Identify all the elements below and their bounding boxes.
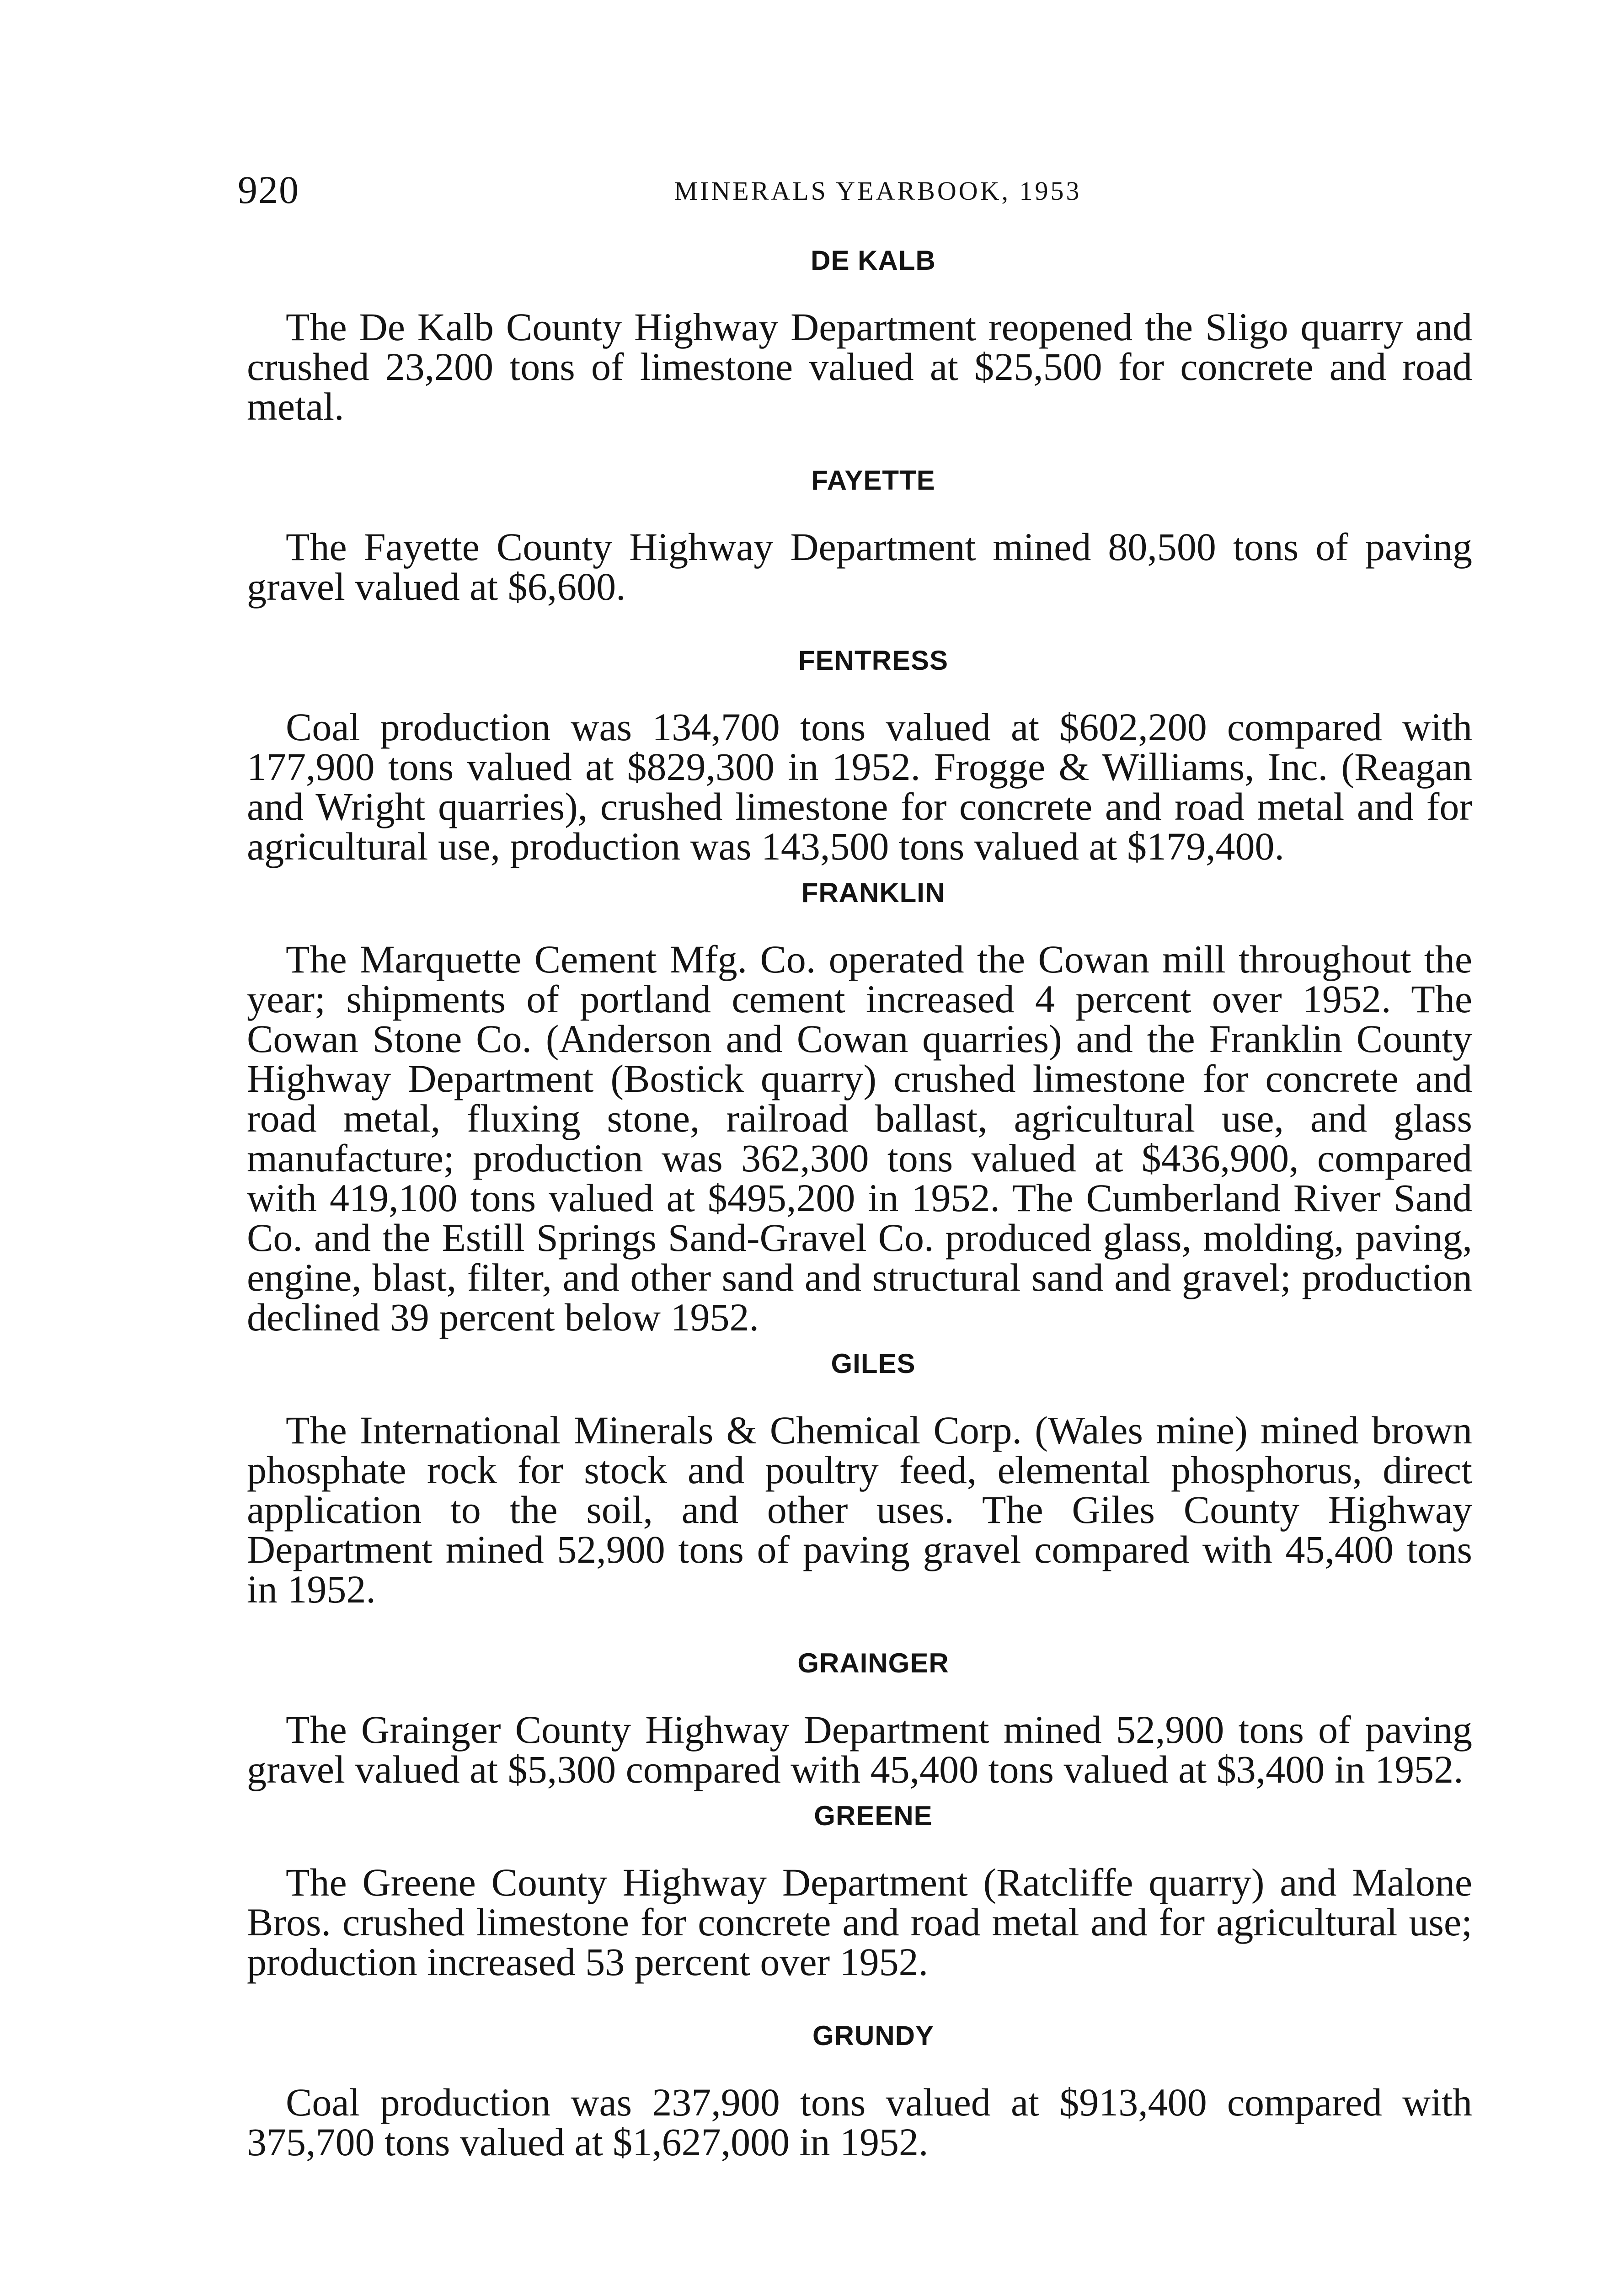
page-number: 920 <box>238 168 299 212</box>
section-paragraph: The International Minerals & Chemical Corp. (Wales mine) mined brown phosphate rock for stock and poultry feed, elemental phosphorus, direct application to the soil, and other uses. The Giles County Highway Department mined 52,900 tons of paving gravel compared with 45,400 tons in 1952. <box>247 1408 1472 1611</box>
section-grainger <box>247 1645 1472 1789</box>
section-heading: FRANKLIN <box>801 877 946 908</box>
section-fentress <box>247 642 1472 866</box>
section-heading: GILES <box>831 1348 916 1379</box>
section-grundy <box>247 2018 1472 2162</box>
section-paragraph: Coal production was 237,900 tons valued at $913,400 compared with 375,700 tons valued at $1,627,000 in 1952. <box>247 2080 1472 2164</box>
section-heading: FAYETTE <box>811 465 935 496</box>
document-body <box>247 242 1472 2162</box>
running-title: MINERALS YEARBOOK, 1953 <box>674 176 1082 206</box>
section-heading: GRUNDY <box>812 2020 934 2051</box>
section-greene <box>247 1798 1472 1982</box>
section-fayette <box>247 462 1472 607</box>
section-heading: GRAINGER <box>797 1648 949 1678</box>
section-paragraph: Coal production was 134,700 tons valued at $602,200 compared with 177,900 tons valued at $829,300 in 1952. Frogge & Williams, Inc. (Reagan and Wright quarries), crushed limestone for concrete and road metal and for agricultural use, production was 143,500 tons valued at $179,400. <box>247 705 1472 868</box>
section-franklin <box>247 875 1472 1337</box>
section-paragraph: The Marquette Cement Mfg. Co. operated the Cowan mill throughout the year; shipments of portland cement increased 4 percent over 1952. The Cowan Stone Co. (Anderson and Cowan quarries) and the Franklin County Highway Department (Bostick quarry) crushed limestone for concrete and road metal, fluxing stone, railroad ballast, agricultural use, and glass manufacture; production was 362,300 tons valued at $436,900, compared with 419,100 tons valued at $495,200 in 1952. The Cumberland River Sand Co. and the Estill Springs Sand-Gravel Co. produced glass, molding, paving, engine, blast, filter, and other sand and structural sand and gravel; production declined 39 percent below 1952. <box>247 937 1472 1339</box>
section-paragraph: The Greene County Highway Department (Ratcliffe quarry) and Malone Bros. crushed limestone for concrete and road metal and for agricultural use; production increased 53 percent over 1952. <box>247 1860 1472 1984</box>
section-de-kalb <box>247 242 1472 427</box>
section-paragraph: The Grainger County Highway Department mined 52,900 tons of paving gravel valued at $5,300 compared with 45,400 tons valued at $3,400 in 1952. <box>247 1708 1472 1791</box>
running-head <box>238 167 1463 217</box>
section-giles <box>247 1346 1472 1609</box>
section-heading: FENTRESS <box>798 645 949 676</box>
section-paragraph: The De Kalb County Highway Department reopened the Sligo quarry and crushed 23,200 tons of limestone valued at $25,500 for concrete and road metal. <box>247 305 1472 428</box>
section-heading: DE KALB <box>811 245 936 276</box>
section-heading: GREENE <box>814 1800 933 1831</box>
section-paragraph: The Fayette County Highway Department mined 80,500 tons of paving gravel valued at $6,600. <box>247 525 1472 609</box>
